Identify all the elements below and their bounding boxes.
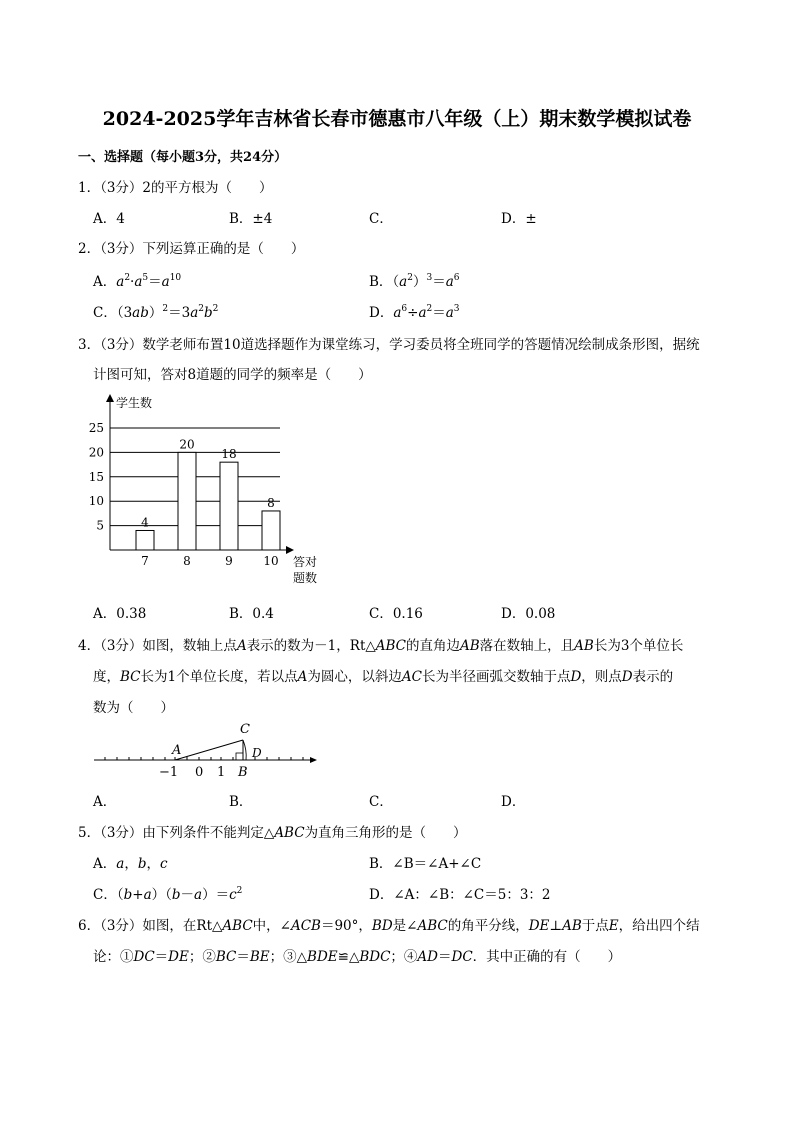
- tick-label-one: 1: [217, 765, 226, 780]
- q1-option-c: C．: [369, 211, 393, 227]
- label-c: C: [240, 722, 250, 737]
- label-d: D: [252, 746, 262, 760]
- q2-option-a: A．$a^2\cdot a^5=a^{10}$: [93, 273, 182, 290]
- section-heading: 一、选择题（每小题3分，共24分）: [78, 150, 288, 165]
- y-tick-label: 25: [88, 421, 104, 435]
- q2-option-b: B．$(a^2)^3=a^6$: [369, 273, 460, 290]
- question-4-line1: 4．（3分）如图，数轴上点A表示的数为－1，Rt△ABC的直角边AB落在数轴上，且AB长为3个单位长: [78, 638, 684, 654]
- x-axis-label-line2: 题数: [293, 571, 318, 585]
- bar-value-label: 4: [141, 515, 149, 530]
- question-6-line1: 6．（3分）如图，在Rt△ABC中，∠ACB＝90°，BD是∠ABC的角平分线，DE⊥AB于点E，给出四个结: [78, 918, 700, 934]
- q5-option-c: C．$(b+a)(b-a)=c^2$: [93, 886, 243, 903]
- q3-option-c: C．0.16: [369, 606, 423, 622]
- q3-option-b: B．0.4: [229, 606, 274, 622]
- y-axis-label: 学生数: [116, 396, 153, 410]
- q1-option-d: D．±: [501, 211, 537, 227]
- bar-value-label: 18: [221, 447, 237, 462]
- question-4-line2: 度，BC长为1个单位长度，若以点A为圆心，以斜边AC长为半径画弧交数轴于点D，则点D表示的: [93, 669, 674, 685]
- label-a: A: [172, 743, 182, 758]
- y-tick-labels: [89, 421, 104, 533]
- bar-chart: [80, 390, 340, 590]
- q3-option-d: D．0.08: [501, 606, 556, 622]
- y-tick-label: 15: [88, 469, 104, 484]
- question-1-stem: 1．（3分）2的平方根为（ ）: [78, 180, 273, 196]
- tick-label-zero: 0: [195, 765, 204, 780]
- q3-option-a: A．0.38: [93, 606, 147, 622]
- q5-option-d: D．∠A：∠B：∠C＝5：3：2: [369, 887, 551, 903]
- bar: [178, 452, 196, 550]
- question-4-line3: 数为（ ）: [93, 700, 174, 716]
- x-tick-label: 9: [225, 554, 233, 568]
- right-angle-mark: [236, 753, 243, 760]
- x-tick-labels: [141, 554, 278, 568]
- tick-label-minus-one: −1: [159, 765, 179, 780]
- number-line-figure: [90, 718, 330, 784]
- question-3-line2: 计图可知，答对8道题的同学的频率是（ ）: [93, 367, 372, 383]
- q4-option-d: D．: [501, 794, 526, 810]
- chart-bars: [136, 437, 280, 550]
- q4-option-c: C．: [369, 794, 393, 810]
- bar: [136, 530, 154, 550]
- y-tick-label: 20: [88, 445, 104, 460]
- bar: [220, 462, 238, 550]
- q1-option-a: A．4: [93, 211, 125, 227]
- label-b: B: [238, 765, 248, 780]
- question-2-stem: 2．（3分）下列运算正确的是（ ）: [78, 241, 305, 257]
- y-tick-label: 10: [88, 494, 104, 509]
- q2-option-c: C．$(3ab)^2=3a^2b^2$: [93, 304, 219, 321]
- question-3-line1: 3．（3分）数学老师布置10道选择题作为课堂练习，学习委员将全班同学的答题情况绘制成条形图，据统: [78, 337, 700, 353]
- bar-value-label: 20: [179, 437, 195, 452]
- q4-option-b: B．: [229, 794, 253, 810]
- bar-value-label: 8: [267, 495, 275, 510]
- q1-option-b: B．±4: [229, 211, 273, 227]
- page-title: 2024-2025学年吉林省长春市德惠市八年级（上）期末数学模拟试卷: [102, 108, 692, 130]
- q5-option-a: A．a，b，c: [93, 856, 168, 872]
- x-tick-label: 10: [263, 554, 279, 568]
- q5-option-b: B．∠B＝∠A+∠C: [369, 856, 482, 872]
- x-axis-label-line1: 答对: [293, 555, 318, 569]
- x-tick-label: 7: [141, 554, 149, 568]
- bar: [262, 511, 280, 550]
- y-tick-label: 5: [96, 518, 104, 533]
- q2-option-d: D．$a^6\div a^2=a^3$: [369, 304, 460, 321]
- x-tick-label: 8: [183, 554, 191, 568]
- question-6-line2: 论：①DC＝DE；②BC＝BE；③△BDE≌△BDC；④AD＝DC．其中正确的有（ ）: [93, 949, 622, 965]
- question-5-stem: 5．（3分）由下列条件不能判定△ABC为直角三角形的是（ ）: [78, 825, 467, 841]
- q4-option-a: A．: [93, 794, 117, 810]
